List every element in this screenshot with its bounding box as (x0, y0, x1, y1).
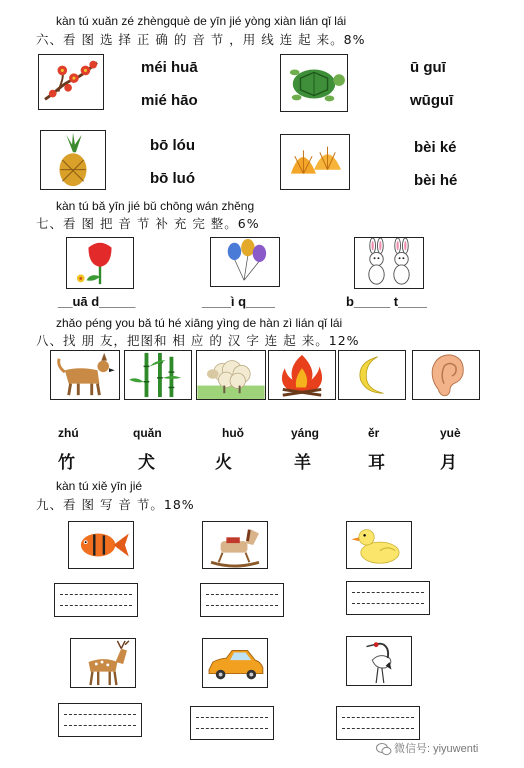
pinyin-yang: yáng (291, 426, 320, 440)
hanzi-zhu: 竹 (58, 453, 75, 473)
option-bei-ke: bèi ké (414, 139, 457, 156)
flower-picture (66, 237, 134, 289)
ear-picture (412, 350, 480, 400)
blank-hua-duo: __uā d_____ (58, 294, 136, 309)
hanzi-yang: 羊 (294, 453, 311, 473)
blank-qi-qiu: ____ì q____ (202, 294, 276, 309)
pinyin-zhu: zhú (58, 426, 79, 440)
hanzi-yue: 月 (440, 453, 457, 473)
crane-picture (346, 636, 412, 686)
section6-pinyin: kàn tú xuǎn zé zhèngquè de yīn jié yòng xiàn lián qǐ lái (56, 14, 347, 28)
option-mie-hao: mié hāo (141, 92, 198, 109)
bamboo-picture (124, 350, 192, 400)
writing-box-duck[interactable] (346, 581, 430, 615)
sheep-picture (196, 350, 266, 400)
hanzi-quan: 犬 (138, 453, 155, 473)
section7-title: 七、看 图 把 音 节 补 充 完 整。6% (36, 216, 260, 231)
wechat-icon (376, 741, 392, 754)
writing-box-crane[interactable] (336, 706, 420, 740)
pinyin-huo: huǒ (222, 426, 244, 440)
writing-box-car[interactable] (190, 706, 274, 740)
pinyin-yue: yuè (440, 426, 461, 440)
section6-title: 六、看 图 选 择 正 确 的 音 节 ，用 线 连 起 来。8% (36, 32, 366, 47)
section8-pinyin: zhǎo péng you bǎ tú hé xiāng yìng de hàn zì lián qǐ lái (56, 316, 343, 330)
balloon-picture (210, 237, 280, 287)
plum-blossom-picture (38, 54, 104, 110)
goldfish-picture (68, 521, 134, 569)
option-bei-he: bèi hé (414, 172, 458, 189)
section7-pinyin: kàn tú bǎ yīn jié bǔ chōng wán zhěng (56, 199, 255, 213)
option-bo-lou: bō lóu (150, 137, 195, 154)
pinyin-quan: quǎn (133, 426, 162, 440)
option-wugui: wūguī (410, 92, 454, 109)
blank-bai-tu: b_____ t____ (346, 294, 427, 309)
writing-box-goldfish[interactable] (54, 583, 138, 617)
option-bo-luo: bō luó (150, 170, 195, 187)
watermark-text: 微信号: yiyuwenti (394, 743, 479, 755)
pineapple-picture (40, 130, 106, 190)
writing-box-rocking-horse[interactable] (200, 583, 284, 617)
dog-picture (50, 350, 120, 400)
hanzi-huo: 火 (215, 453, 232, 473)
duck-picture (346, 521, 412, 569)
moon-picture (338, 350, 406, 400)
deer-picture (70, 638, 136, 688)
option-mei-hua: méi huā (141, 59, 198, 76)
fire-picture (268, 350, 336, 400)
turtle-picture (280, 54, 348, 112)
pinyin-er: ěr (368, 426, 380, 440)
seashell-picture (280, 134, 350, 190)
rocking-horse-picture (202, 521, 268, 569)
rabbits-picture (354, 237, 424, 289)
section9-title: 九、看 图 写 音 节。18% (36, 497, 195, 512)
section8-title: 八、找 朋 友，把图和 相 应 的 汉 字 连 起 来。12% (36, 333, 360, 348)
writing-box-deer[interactable] (58, 703, 142, 737)
section9-pinyin: kàn tú xiě yīn jié (56, 479, 143, 493)
car-picture (202, 638, 268, 688)
hanzi-er: 耳 (368, 453, 385, 473)
option-u-gui: ū guī (410, 59, 446, 76)
